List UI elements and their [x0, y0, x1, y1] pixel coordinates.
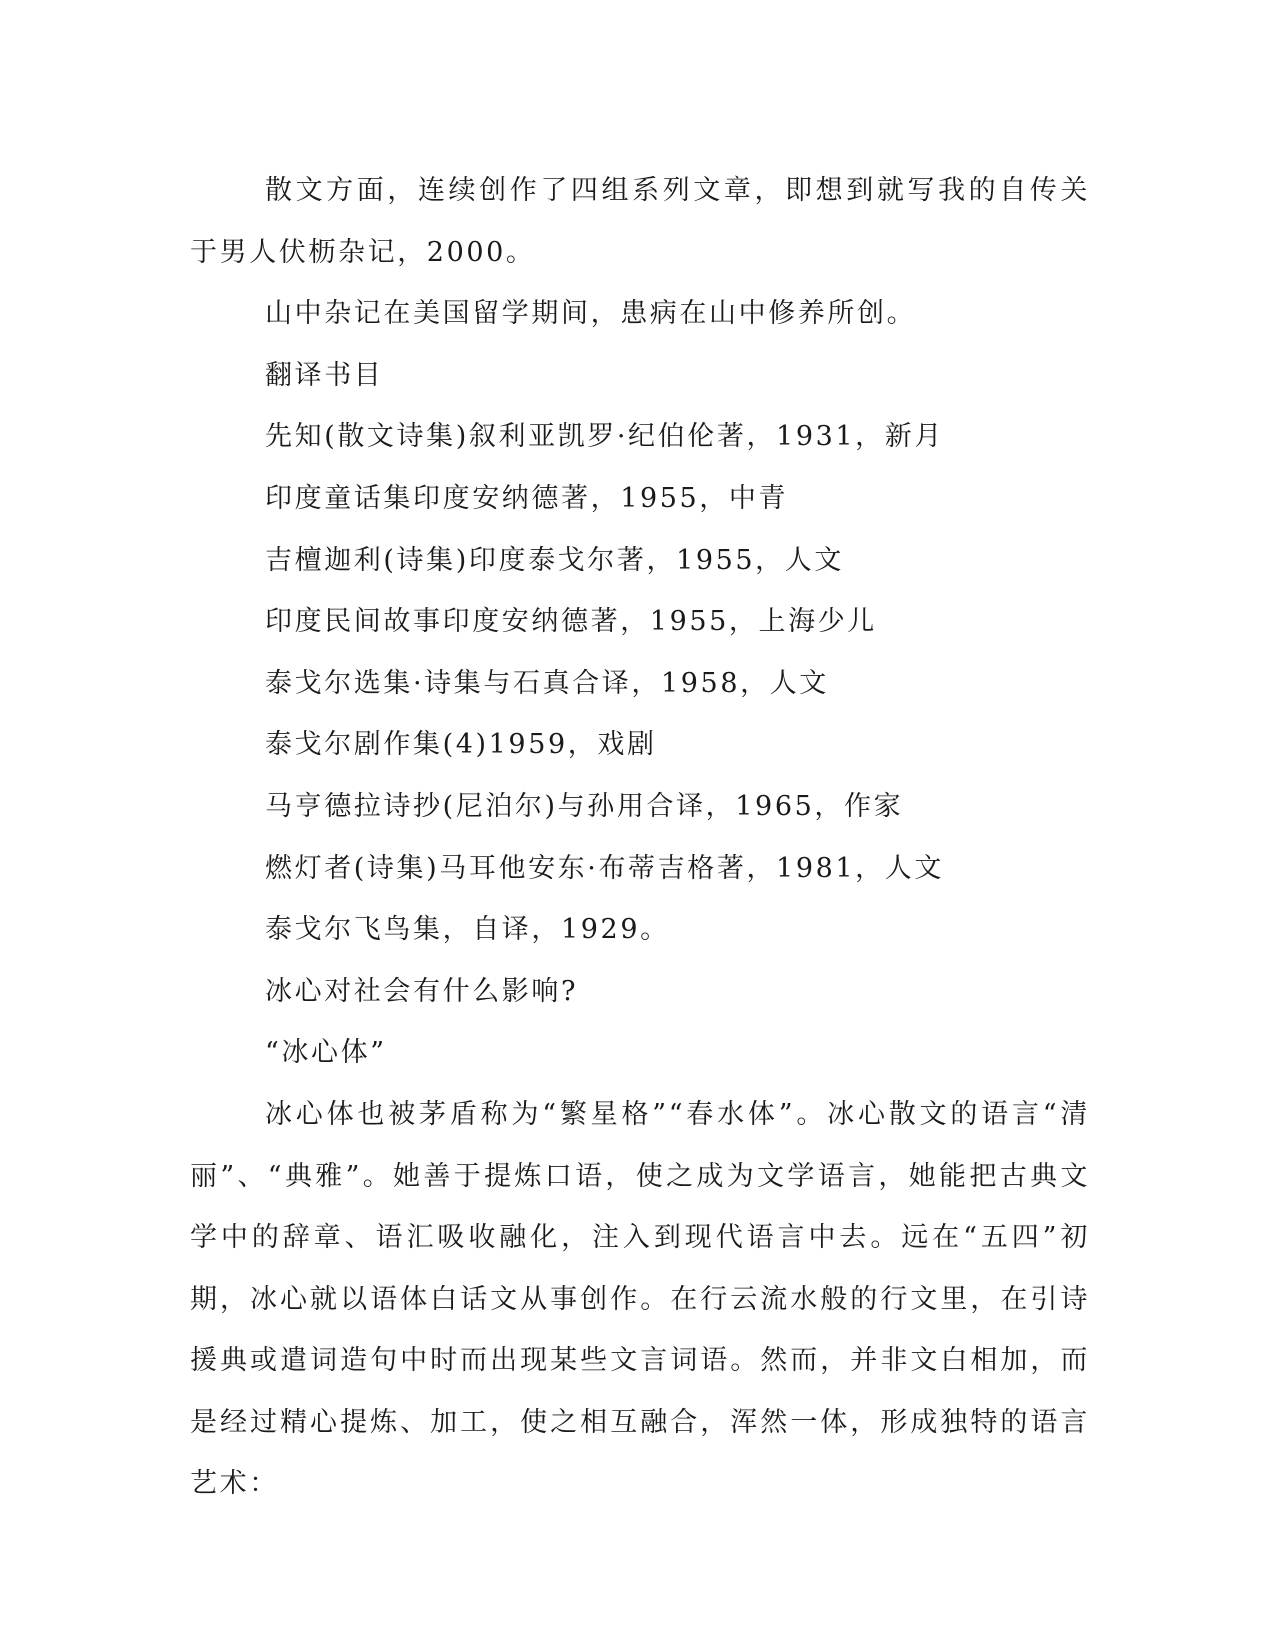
paragraph-mountain-notes: 山中杂记在美国留学期间，患病在山中修养所创。: [265, 298, 917, 330]
paragraph-bingxin-style: 冰心体也被茅盾称为“繁星格”“春水体”。冰心散文的语言“清丽”、“典雅”。她善于提炼口语，使之成为文学语言，她能把古典文学中的辞章、语汇吸收融化，注入到现代语言中去。远在“五四”初期，冰心就以语体白话文从事创作。在行云流水般的行文里，在引诗援典或遣词造句中时而出现某些文言词语。然而，并非文白相加，而是经过精心提炼、加工，使之相互融合，浑然一体，形成独特的语言艺术：: [190, 1098, 1090, 1500]
translation-item: 印度童话集印度安纳德著，1955，中青: [265, 482, 789, 514]
translation-item: 吉檀迦利(诗集)印度泰戈尔著，1955，人文: [265, 544, 844, 576]
document-body: [190, 160, 1090, 1515]
translation-item: 泰戈尔选集·诗集与石真合译，1958，人文: [265, 667, 829, 699]
translation-item: 先知(散文诗集)叙利亚凯罗·纪伯伦著，1931，新月: [265, 421, 944, 453]
subheading-bingxin-style: “冰心体”: [265, 1037, 387, 1069]
translation-item: 泰戈尔飞鸟集，自译，1929。: [265, 914, 670, 946]
question-heading: 冰心对社会有什么影响?: [265, 975, 579, 1007]
section-heading-translations: 翻译书目: [265, 359, 384, 391]
paragraph-prose-series: 散文方面，连续创作了四组系列文章，即想到就写我的自传关于男人伏枥杂记，2000。: [190, 175, 1090, 268]
translation-item: 印度民间故事印度安纳德著，1955，上海少儿: [265, 606, 877, 638]
translation-item: 马亨德拉诗抄(尼泊尔)与孙用合译，1965，作家: [265, 790, 904, 822]
translation-item: 燃灯者(诗集)马耳他安东·布蒂吉格著，1981，人文: [265, 852, 944, 884]
translation-item: 泰戈尔剧作集(4)1959，戏剧: [265, 729, 657, 761]
